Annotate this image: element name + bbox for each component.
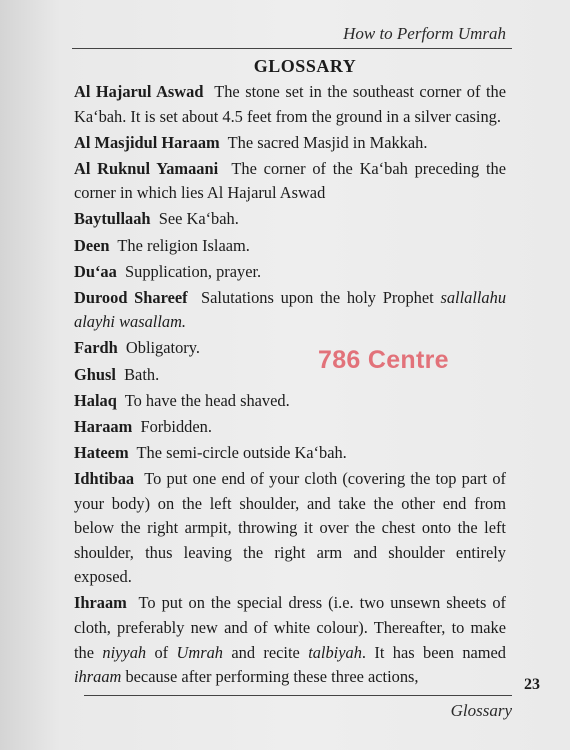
glossary-term: Ihraam [74,593,127,613]
glossary-term: Baytullaah [74,209,151,229]
page-title: GLOSSARY [253,56,357,76]
glossary-term: Du‘aa [74,261,117,281]
definition-text: and recite [222,642,309,662]
glossary-term: Ghusl [74,364,116,384]
definition-italic: Umrah [176,642,223,662]
glossary-definition: Supplication, prayer. [125,261,262,281]
header-divider [72,48,512,49]
glossary-definition: Forbidden. [140,416,212,436]
glossary-entry [74,234,506,259]
glossary-definition-italic: sallallahu alayhi wasallam. [74,287,507,332]
running-header: How to Perform Umrah [343,24,506,43]
glossary-term: Deen [74,235,110,255]
glossary-entry [74,441,506,466]
page-number: 23 [524,676,540,693]
glossary-entry [74,157,506,206]
glossary-entry [74,467,506,590]
footer-divider [84,695,512,696]
glossary-term: Hateem [74,442,129,462]
glossary-definition: The semi-circle outside Ka‘bah. [136,442,347,462]
running-footer: Glossary [450,701,512,720]
glossary-definition: To have the head shaved. [124,390,290,410]
glossary-definition: The corner of the Ka‘bah preceding the corner in which lies Al Hajarul Aswad [74,158,507,203]
glossary-entry [74,415,506,440]
glossary-definition: The religion Islaam. [117,235,250,255]
glossary-term: Al Masjidul Haraam [74,132,220,152]
watermark-text: 786 Centre [318,346,449,374]
glossary-definition [74,593,506,686]
definition-italic: ihraam [74,667,122,687]
glossary-entry [74,131,506,156]
glossary-definition: Salutations upon the holy Prophet [201,287,434,307]
glossary-definition: To put one end of your cloth (covering the top part of your body) on the left shoulder, and take the other end from below the right armpit, throwing it over the chest onto the left shoulder, thus leaving the right arm and shoulder entirely exposed. [74,468,506,587]
glossary-definition: Obligatory. [125,338,200,358]
glossary-term: Halaq [74,390,117,410]
glossary-term: Fardh [74,338,118,358]
glossary-term: Haraam [74,416,133,436]
glossary-entry [74,286,506,335]
glossary-definition: Bath. [124,364,160,384]
glossary-entry [74,207,506,232]
definition-text: . It has been named [361,642,507,662]
definition-text: because after performing these three actions, [121,667,419,687]
definition-text: of [146,642,177,662]
glossary-term: Idhtibaa [74,468,135,488]
glossary-term: Al Hajarul Aswad [74,82,204,101]
glossary-term: Durood Shareef [74,287,188,307]
glossary-definition: The sacred Masjid in Makkah. [227,132,428,152]
definition-italic: talbiyah [308,642,362,662]
glossary-definition: See Ka‘bah. [158,209,239,229]
glossary-entry [74,260,506,285]
glossary-entry [74,591,506,689]
glossary-entry [74,80,506,129]
glossary-definition: The stone set in the southeast corner of the Ka‘bah. It is set about 4.5 feet from the ground in a silver casing. [74,82,507,126]
glossary-list [74,80,506,691]
definition-text: To put on the special dress (i.e. two unsewn sheets of cloth, preferably new and of white colour). Thereafter, to make the [74,593,506,662]
glossary-term: Al Ruknul Yamaani [74,158,219,178]
definition-italic: niyyah [102,642,147,662]
glossary-entry [74,389,506,414]
